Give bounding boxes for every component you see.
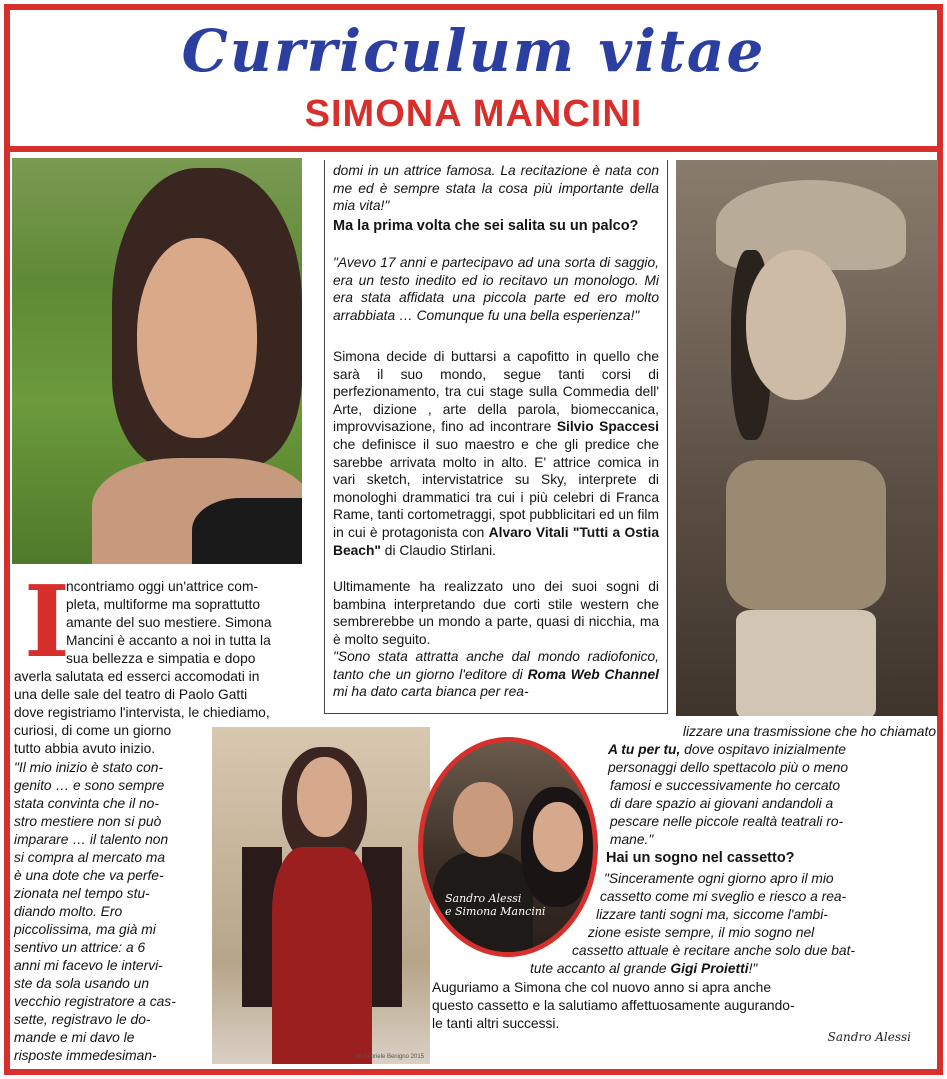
portrait-photo [12,158,302,564]
interview-photo-circle [418,737,598,957]
opening-quote: domi in un attrice famosa. La recitazione è nata con me ed è sempre stata la cosa più importante della mia vita!" [333,163,659,214]
page-title: Curriculum vitae [181,17,766,85]
closing-line: Auguriamo a Simona che col nuovo anno si apra anche [432,980,772,995]
quote-line: mande e mi davo le [14,1030,135,1045]
photo-dress-shape [272,847,372,1064]
quote-line: è una dote che va perfe- [14,868,164,883]
photo-dress-shape [192,498,302,564]
dream-line: "Sinceramente ogni giorno apro il mio [604,871,834,886]
author-signature: Sandro Alessi [827,1030,911,1044]
radio-channel-name: Roma Web Channel [527,666,659,682]
radio-show-name: A tu per tu, [608,742,681,757]
intro-line: ncontriamo oggi un'attrice com- [66,579,259,594]
quote-line: vecchio registratore a cas- [14,994,176,1009]
dream-line: lizzare tanti sogni ma, siccome l'ambi- [596,907,828,922]
intro-line: sua bellezza e simpatia e dopo [66,651,256,666]
closing-line: le tanti altri successi. [432,1016,560,1031]
closing-line: questo cassetto e la salutiamo affettuosamente augurando- [432,998,795,1013]
radio-text-a: "Sono stata attratta anche dal mondo radiofonico, tanto che un giorno l'editore di [333,649,659,682]
stage-photo [212,727,430,1064]
quote-line: genito … e sono sempre [14,778,165,793]
dream-actor-name: Gigi Proietti [670,961,749,976]
career-text-a: Simona decide di buttarsi a capofitto in quello che sarà il suo mondo, segue tanti corsi di perfezionamento, tra cui stage sulla Commedia dell' Arte, dizione , arte della parola, biomeccanica, improvvisazione, fino ad incontrare [333,349,659,435]
photo-corset-shape [726,460,886,610]
radio-line: famosi e successivamente ho cercato [610,778,841,793]
question-dream: Hai un sogno nel cassetto? [606,850,795,866]
western-photo [676,160,938,716]
quote-line: risposte immedesiman- [14,1048,157,1063]
radio-line: di dare spazio ai giovani andandoli a [610,796,834,811]
question-first-stage: Ma la prima volta che sei salita su un palco? [333,218,639,234]
photo-credit: di Gabriele Benigno 2015 [356,1054,424,1060]
quote-line: diando molto. Ero [14,904,123,919]
dream-line: zione esiste sempre, il mio sogno nel [588,925,815,940]
quote-line: sentivo un attrice: a 6 [14,940,146,955]
radio-line-rest: dove ospitavo inizialmente [680,742,846,757]
photo-face-shape [137,238,257,438]
career-mentor-name: Silvio Spaccesi [556,419,659,435]
radio-line: lizzare una trasmissione che ho chiamato [682,724,936,739]
radio-paragraph [333,648,659,701]
answer-first-stage: "Avevo 17 anni e partecipavo ad una sorta di saggio, era un testo inedito ed io recitavo un monologo. Mi era stata affidata una piccola parte ed ero molto arrabbiata … Comunque fu una bella esperienza!" [333,255,659,323]
quote-line: stata convinta che il no- [14,796,159,811]
caption-line: e Simona Mancini [445,905,546,918]
dream-line: cassetto come mi sveglio e riesco a rea- [600,889,847,904]
quote-line: imparare … il talento non [14,832,169,847]
career-paragraph [333,348,659,559]
radio-line: pescare nelle piccole realtà teatrali ro- [610,814,844,829]
intro-line: curiosi, di come un giorno [14,723,172,738]
dream-line: cassetto attuale è recitare anche solo due bat- [572,943,856,958]
radio-line: mane." [610,832,654,847]
career-text-b: che definisce il suo maestro e che gli predice che sarebbe arrivata molto in alto. E' attrice comica in vari sketch, intervistatrice su Sky, interprete di monologhi drammatici tra cui i più celebri di Franca Rame, tanti cortometraggi, spot pubblicitari ed un film in cui è protagonista con [333,436,659,540]
intro-line: una delle sale del teatro di Paolo Gatti [14,687,248,702]
dream-line-b: !" [748,961,758,976]
photo-woman-face-shape [533,802,583,872]
quote-line: piccolissima, ma già mi [14,922,156,937]
quote-line: si compra al mercato ma [14,850,166,865]
radio-line [608,741,938,759]
drop-cap: I [24,565,70,680]
quote-line: ste da sola usando un [14,976,150,991]
intro-line: tutto abbia avuto inizio. [14,741,156,756]
photo-legs-shape [736,610,876,716]
western-paragraph: Ultimamente ha realizzato uno dei suoi sogni di bambina interpretando due corti stile western che sembrerebbe un mondo a parte, quasi di nicchia, ma è molto seguito. [333,579,659,647]
intro-line: Mancini è accanto a noi in tutta la [66,633,271,648]
quote-line: anni mi facevo le intervi- [14,958,163,973]
quote-line: zionata nel tempo stu- [14,886,150,901]
intro-line: amante del suo mestiere. Simona [66,615,272,630]
intro-line: pleta, multiforme ma soprattutto [66,597,261,612]
career-text-c: di Claudio Stirlani. [380,542,496,558]
quote-line: "Il mio inizio è stato con- [14,760,164,775]
dream-line [530,960,938,978]
career-film-title: Alvaro Vitali "Tutti a Ostia Beach" [333,524,659,558]
intro-line: dove registriamo l'intervista, le chiediamo, [14,705,270,720]
photo-man-face-shape [453,782,513,857]
circle-caption [445,892,585,918]
intro-line: averla salutata ed esserci accomodati in [14,669,260,684]
quote-line: sette, registravo le do- [14,1012,151,1027]
radio-line: personaggi dello spettacolo più o meno [608,760,849,775]
photo-face-shape [746,250,846,400]
subject-name: SIMONA MANCINI [304,93,643,135]
dream-line-a: tute accanto al grande [530,961,671,976]
quote-line: stro mestiere non si può [14,814,162,829]
header-divider [6,146,941,152]
article-column-middle [324,160,668,714]
photo-face-shape [297,757,352,837]
radio-text-b: mi ha dato carta bianca per rea- [333,684,529,700]
caption-line: Sandro Alessi [445,892,522,905]
